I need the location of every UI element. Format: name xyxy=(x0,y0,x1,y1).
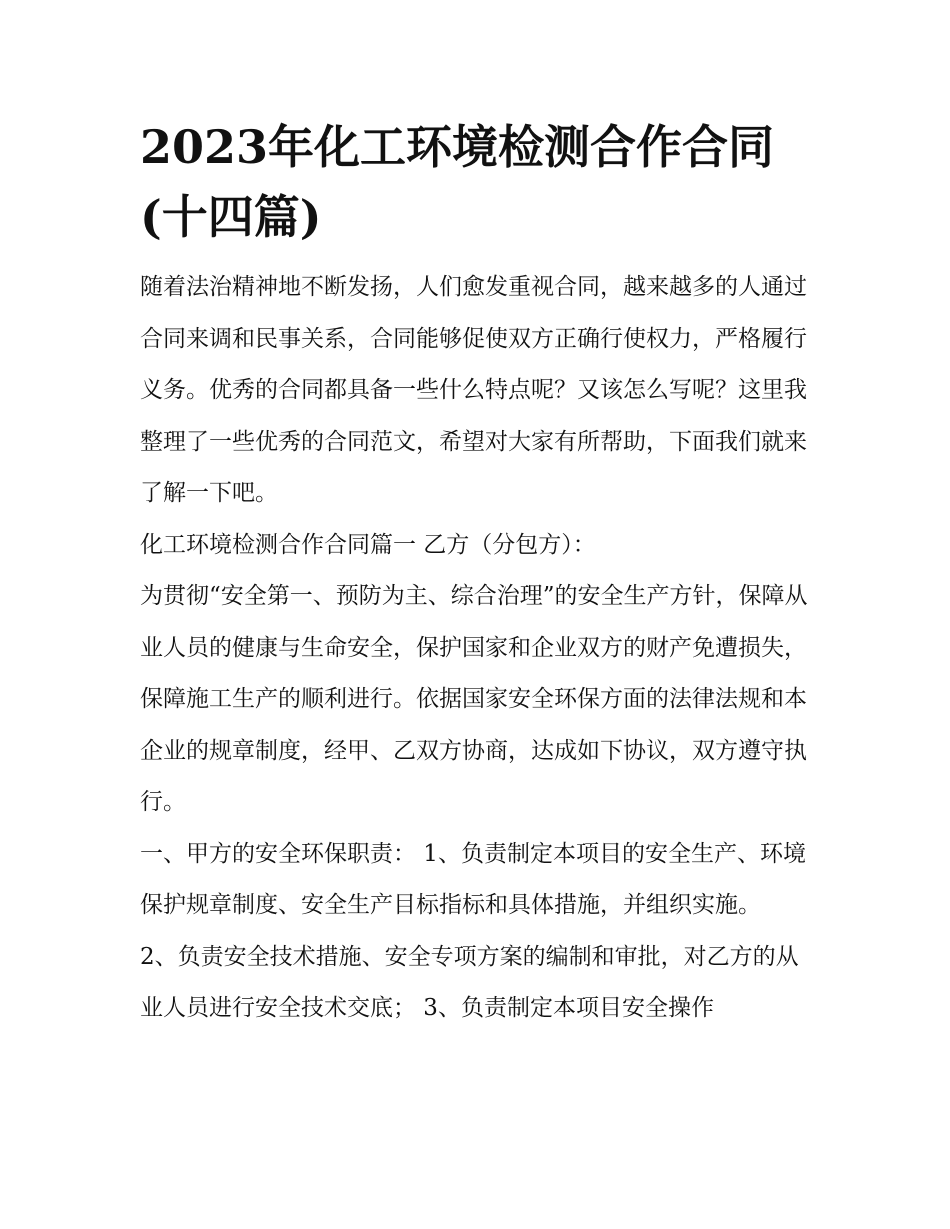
party-a-duties-paragraph: 一、甲方的安全环保职责： 1、负责制定本项目的安全生产、环境保护规章制度、安全生产目标指标和具体措施，并组织实施。 xyxy=(140,840,806,918)
section-heading-party-b: 化工环境检测合作合同篇一 乙方（分包方）： xyxy=(140,531,596,558)
purpose-paragraph: 为贯彻“安全第一、预防为主、综合治理”的安全生产方针，保障从业人员的健康与生命安全，保护国家和企业双方的财产免遭损失，保障施工生产的顺利进行。依据国家安全环保方面的法律法规和本企业的规章制度，经甲、乙双方协商，达成如下协议，双方遵守执行。 xyxy=(140,583,808,815)
document-page xyxy=(140,112,820,1035)
intro-paragraph: 随着法治精神地不断发扬，人们愈发重视合同，越来越多的人通过合同来调和民事关系，合同能够促使双方正确行使权力，严格履行义务。优秀的合同都具备一些什么特点呢？又该怎么写呢？这里我整理了一些优秀的合同范文，希望对大家有所帮助，下面我们就来了解一下吧。 xyxy=(140,274,807,506)
clause-2-3-paragraph: 2、负责安全技术措施、安全专项方案的编制和审批，对乙方的从业人员进行安全技术交底； 3、负责制定本项目安全操作 xyxy=(140,943,799,1021)
document-title: 2023年化工环境检测合作合同(十四篇) xyxy=(140,120,775,244)
